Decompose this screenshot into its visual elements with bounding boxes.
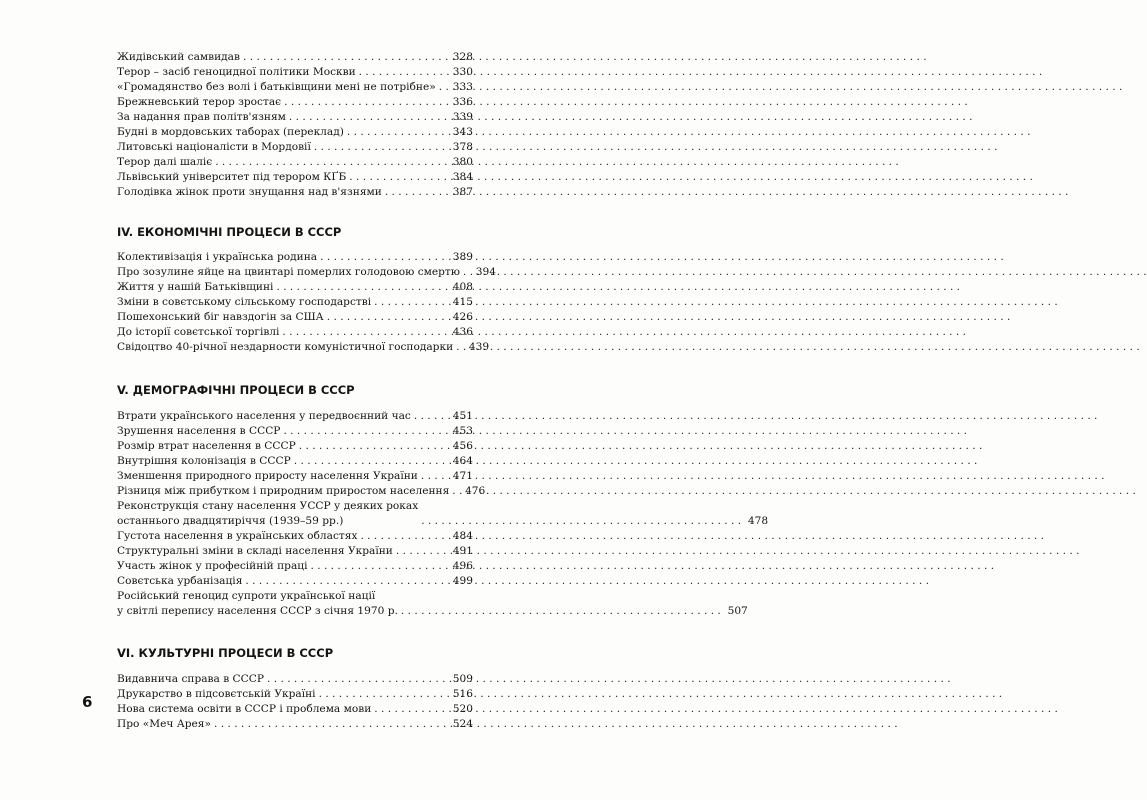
leader-dots [327,310,446,325]
toc-entry[interactable] [117,125,473,140]
section-heading-demographic: V. ДЕМОГРАФІЧНІ ПРОЦЕСИ В СССР [117,383,355,397]
leader-dots [347,125,446,140]
toc-entry-page: 328 [452,51,473,63]
toc-entry-title: Львівський університет під терором КҐБ [117,171,347,183]
toc-entry-multiline[interactable] [117,499,769,529]
toc-entry[interactable] [117,544,473,559]
toc-entry[interactable] [117,469,473,484]
leader-dots [314,140,446,155]
toc-entry-title: Життя у нашій Батьківщині [117,281,274,293]
section-heading-economic: IV. ЕКОНОМІЧНІ ПРОЦЕСИ В СССР [117,225,342,239]
toc-entry-title-lines [117,499,418,529]
toc-entry[interactable] [117,439,473,454]
toc-entry-page: 343 [452,126,473,138]
toc-entry-page: 380 [452,156,473,168]
toc-entry-page: 330 [452,66,473,78]
leader-dots [463,265,469,280]
toc-entry-page: 408 [452,281,473,293]
toc-entry-title-continued: у світлі перепису населення СССР з січня 1970 р. [117,605,398,617]
toc-entry-title: Литовські націоналісти в Мордовії [117,141,311,153]
toc-entry-page: 451 [452,410,473,422]
table-of-contents [117,44,769,732]
leader-dots [284,95,446,110]
toc-entry-page: 524 [452,718,473,730]
toc-entry-title: Совєтська урбанізація [117,575,243,587]
toc-entry-title: Терор далі шаліє [117,156,213,168]
toc-entry-title: Розмір втрат населення в СССР [117,440,296,452]
toc-entry-title: Жидівський самвидав [117,51,240,63]
leader-dots [310,559,446,574]
toc-entry-page: 456 [452,440,473,452]
leader-dots [374,702,446,717]
toc-entry-title: Нова система освіти в СССР і проблема мови [117,703,372,715]
leader-dots [396,544,446,559]
leader-dots [215,155,446,170]
toc-entry-page: 426 [452,311,473,323]
toc-entry-title: Колективізація і українська родина [117,251,318,263]
toc-entry-page: 394 [475,266,497,278]
leader-dots [439,80,446,95]
leader-dots [385,185,446,200]
toc-entry[interactable] [117,170,473,185]
toc-entry-page: 491 [452,545,473,557]
toc-entry-page: 439 [468,341,490,353]
toc-entry-page: 384 [452,171,473,183]
toc-section-demographic [117,409,769,619]
toc-entry-title: До історії совєтської торгівлі [117,326,280,338]
toc-entry-title: Реконструкція стану населення УССР у деяких роках [117,500,419,512]
toc-entry[interactable] [117,50,473,65]
toc-entry-title: Про зозулине яйце на цвинтарі померлих голодовою смертю [117,266,461,278]
leader-dots [214,717,446,732]
toc-entry-title: Різниця між прибутком і природним приростом населення [117,485,450,497]
leader-dots [421,469,446,484]
toc-entry[interactable] [117,574,473,589]
leader-dots [294,454,446,469]
toc-entry-page: 496 [452,560,473,572]
toc-entry-title: За надання прав політв'язням [117,111,286,123]
toc-entry-page: 453 [452,425,473,437]
toc-entry[interactable] [117,340,490,355]
toc-entry-page: 415 [452,296,473,308]
toc-entry-page: 520 [452,703,473,715]
leader-dots [282,325,446,340]
toc-entry-page: 499 [452,575,473,587]
toc-entry-title: Участь жінок у професійній праці [117,560,308,572]
toc-entry[interactable] [117,65,473,80]
toc-entry-page: 471 [452,470,473,482]
toc-entry-page: 436 [452,326,473,338]
toc-entry-title: Пошехонський біг навздогін за США [117,311,324,323]
toc-section-continuation [117,50,473,200]
toc-section-cultural [117,672,473,732]
toc-entry[interactable] [117,702,473,717]
toc-entry[interactable] [117,280,473,295]
leader-dots [456,340,462,355]
toc-entry-title: Російський геноцид супроти української нації [117,590,376,602]
toc-entry-title: Структуральні зміни в складі населення України [117,545,393,557]
toc-entry[interactable] [117,687,473,702]
toc-entry[interactable] [117,325,473,340]
page-number: 6 [82,693,93,711]
leader-dots [414,409,446,424]
toc-entry-title: Зрушення населення в СССР [117,425,281,437]
toc-entry[interactable] [117,424,473,439]
leader-dots [276,280,446,295]
toc-entry[interactable] [117,310,473,325]
leader-dots [319,687,446,702]
toc-entry-title: Терор – засіб геноцидної політики Москви [117,66,356,78]
toc-entry-page: 387 [452,186,473,198]
leader-dots [359,65,446,80]
toc-entry-title: Про «Меч Арея» [117,718,211,730]
leader-dots [401,604,721,619]
toc-entry-title: Густота населення в українських областях [117,530,358,542]
toc-entry-title: Видавнича справа в СССР [117,673,264,685]
toc-entry[interactable] [117,80,473,95]
leader-dots [349,170,446,185]
leader-dots [245,574,446,589]
leader-dots [320,250,446,265]
toc-entry-title: «Громадянство без волі і батьківщини мені не потрібне» [117,81,436,93]
toc-entry-title: Будні в мордовських таборах (переклад) [117,126,344,138]
toc-entry-page: 389 [452,251,473,263]
toc-entry-page: 509 [452,673,473,685]
toc-entry[interactable] [117,140,473,155]
leader-dots [374,295,446,310]
toc-entry-page: 464 [452,455,473,467]
toc-entry[interactable] [117,185,473,200]
toc-entry[interactable] [117,559,473,574]
toc-entry-page: 478 [747,515,769,527]
toc-entry-page: 378 [452,141,473,153]
leader-dots [421,514,741,529]
toc-entry[interactable] [117,409,473,424]
toc-entry-title-lines [117,589,398,619]
toc-entry-multiline[interactable] [117,589,748,619]
toc-entry-page: 339 [452,111,473,123]
leader-dots [243,50,446,65]
toc-entry-title: Зменшення природного приросту населення України [117,470,418,482]
toc-entry[interactable] [117,265,497,280]
toc-entry[interactable] [117,155,473,170]
toc-entry-title: Втрати українського населення у передвоєнний час [117,410,411,422]
toc-entry-title: Свідоцтво 40-річної нездарности комуністичної господарки [117,341,454,353]
toc-entry-title-continued: останнього двадцятиріччя (1939–59 рр.) [117,515,344,527]
toc-entry-title: Друкарство в підсовєтській Україні [117,688,316,700]
toc-entry[interactable] [117,250,473,265]
leader-dots [283,424,446,439]
toc-entry-page: 516 [452,688,473,700]
section-heading-cultural: VI. КУЛЬТУРНІ ПРОЦЕСИ В СССР [117,646,334,660]
toc-entry-page: 333 [452,81,473,93]
leader-dots [360,529,446,544]
toc-entry-page: 484 [452,530,473,542]
toc-section-economic [117,250,497,355]
leader-dots [299,439,446,454]
toc-entry-title: Зміни в совєтському сільському господарстві [117,296,372,308]
leader-dots [267,672,446,687]
toc-entry[interactable] [117,454,473,469]
leader-dots [452,484,458,499]
toc-entry-page: 336 [452,96,473,108]
toc-entry[interactable] [117,717,473,732]
toc-entry-page: 507 [727,605,748,617]
toc-entry-title: Голодівка жінок проти знущання над в'язнями [117,186,382,198]
toc-entry[interactable] [117,110,473,125]
toc-entry[interactable] [117,295,473,310]
toc-entry[interactable] [117,484,486,499]
toc-entry[interactable] [117,95,473,110]
toc-entry[interactable] [117,672,473,687]
toc-entry[interactable] [117,529,473,544]
leader-dots [289,110,446,125]
toc-entry-title: Брежневський терор зростає [117,96,282,108]
toc-entry-title: Внутрішня колонізація в СССР [117,455,291,467]
toc-entry-page: 476 [465,485,486,497]
